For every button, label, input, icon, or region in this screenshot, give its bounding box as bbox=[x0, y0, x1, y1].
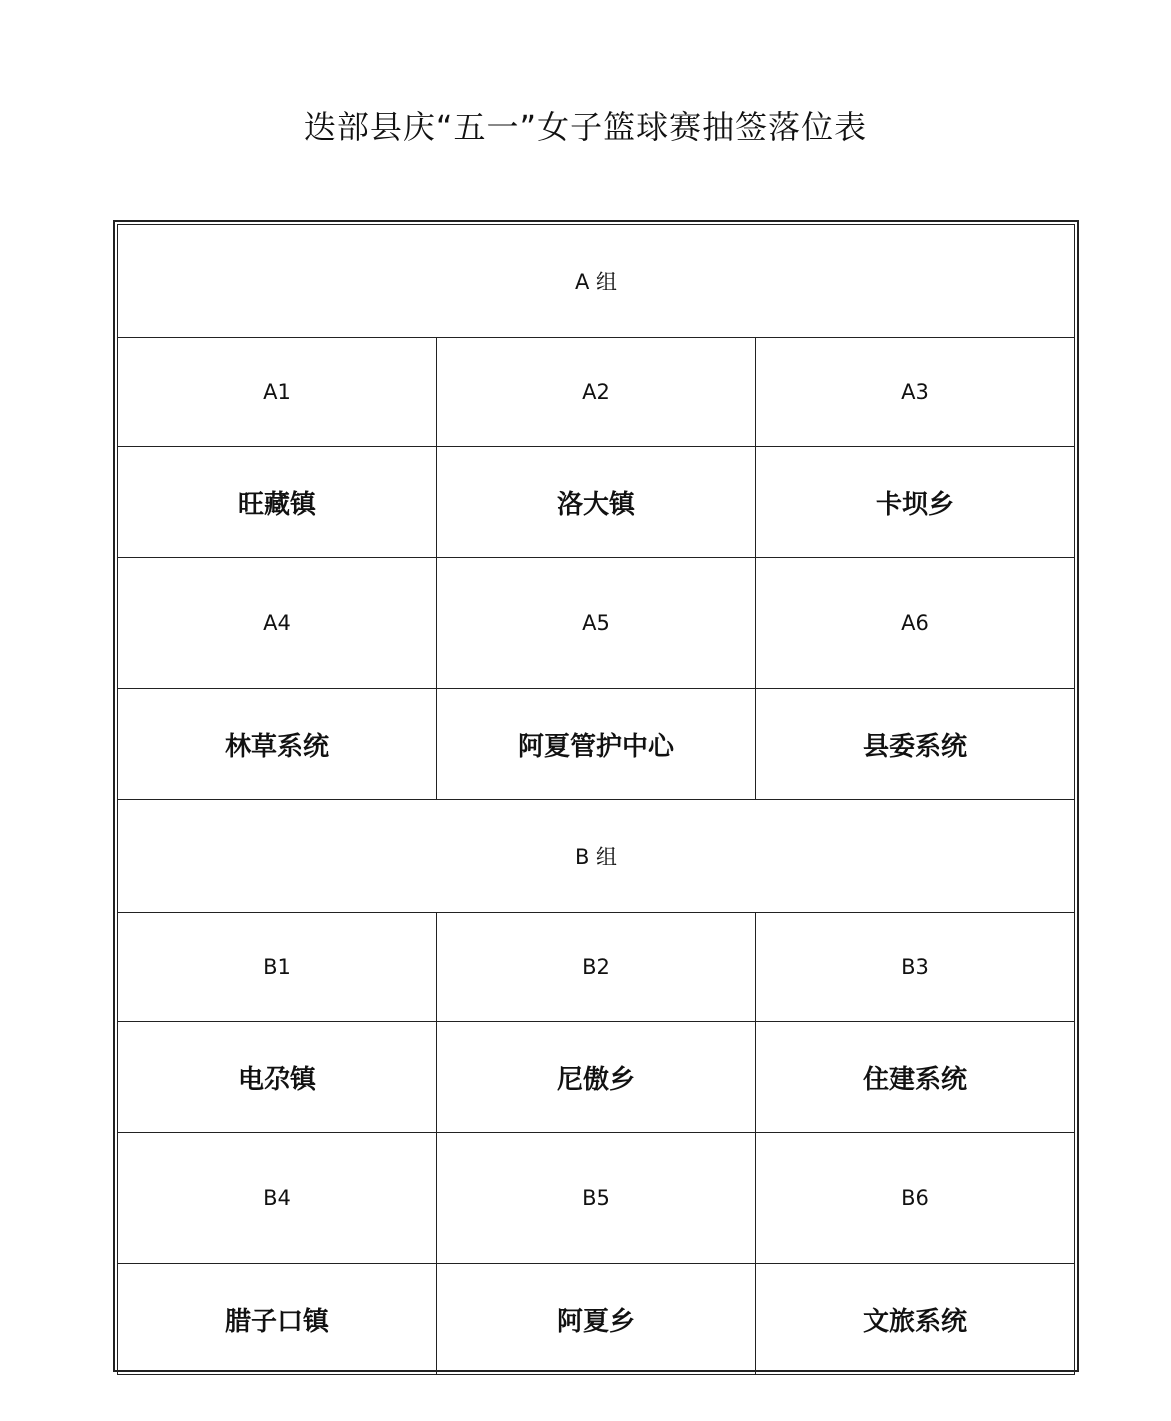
draw-grid bbox=[117, 224, 1075, 1375]
position-code-row bbox=[118, 558, 1075, 689]
team-name: 卡坝乡 bbox=[756, 447, 1075, 558]
team-name: 县委系统 bbox=[756, 689, 1075, 800]
team-name: 腊子口镇 bbox=[118, 1264, 437, 1375]
team-name: 尼傲乡 bbox=[437, 1022, 756, 1133]
group-label: A 组 bbox=[118, 225, 1075, 338]
group-header-row bbox=[118, 800, 1075, 913]
team-name: 阿夏乡 bbox=[437, 1264, 756, 1375]
group-header-row bbox=[118, 225, 1075, 338]
team-row bbox=[118, 1022, 1075, 1133]
team-row bbox=[118, 689, 1075, 800]
draw-table bbox=[113, 220, 1079, 1372]
team-name: 文旅系统 bbox=[756, 1264, 1075, 1375]
position-code: B1 bbox=[118, 913, 437, 1022]
position-code: A4 bbox=[118, 558, 437, 689]
position-code-row bbox=[118, 338, 1075, 447]
team-name: 住建系统 bbox=[756, 1022, 1075, 1133]
group-label: B 组 bbox=[118, 800, 1075, 913]
position-code: A3 bbox=[756, 338, 1075, 447]
position-code: A1 bbox=[118, 338, 437, 447]
document-title: 迭部县庆“五一”女子篮球赛抽签落位表 bbox=[303, 108, 868, 146]
team-name: 电尕镇 bbox=[118, 1022, 437, 1133]
team-name: 林草系统 bbox=[118, 689, 437, 800]
position-code: B6 bbox=[756, 1133, 1075, 1264]
team-name: 阿夏管护中心 bbox=[437, 689, 756, 800]
position-code: A6 bbox=[756, 558, 1075, 689]
position-code: A2 bbox=[437, 338, 756, 447]
position-code: B2 bbox=[437, 913, 756, 1022]
team-row bbox=[118, 1264, 1075, 1375]
position-code: A5 bbox=[437, 558, 756, 689]
position-code: B5 bbox=[437, 1133, 756, 1264]
position-code: B4 bbox=[118, 1133, 437, 1264]
team-name: 洛大镇 bbox=[437, 447, 756, 558]
position-code: B3 bbox=[756, 913, 1075, 1022]
team-row bbox=[118, 447, 1075, 558]
team-name: 旺藏镇 bbox=[118, 447, 437, 558]
position-code-row bbox=[118, 913, 1075, 1022]
position-code-row bbox=[118, 1133, 1075, 1264]
